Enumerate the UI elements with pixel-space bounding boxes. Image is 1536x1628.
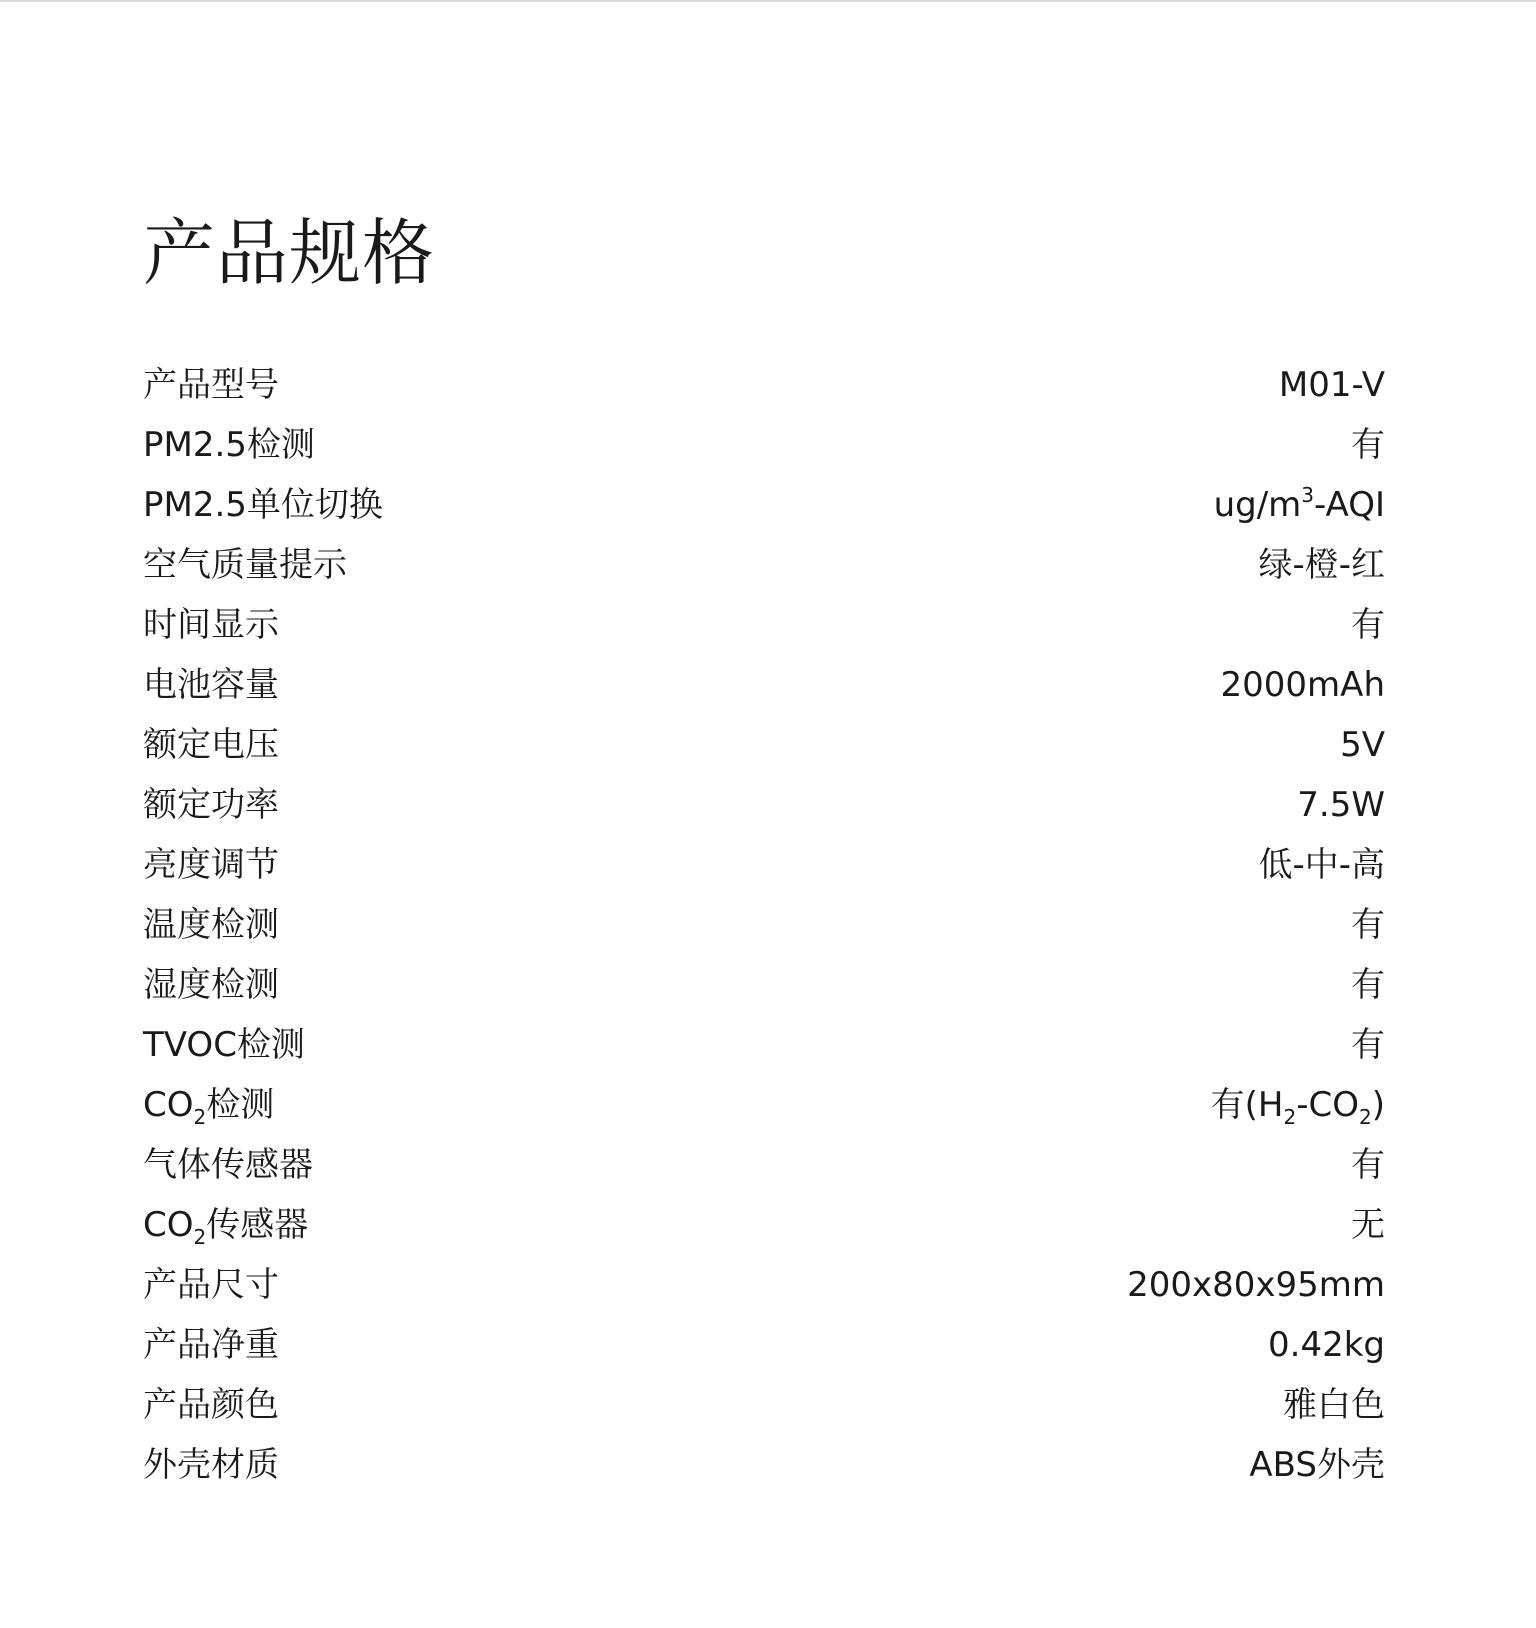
spec-value: 7.5W bbox=[1297, 785, 1385, 825]
spec-value: 0.42kg bbox=[1268, 1325, 1385, 1365]
spec-value: 低-中-高 bbox=[1258, 845, 1385, 885]
spec-label: 产品净重 bbox=[143, 1325, 279, 1365]
spec-label: PM2.5检测 bbox=[143, 425, 315, 465]
spec-label-subscript: 2 bbox=[193, 1225, 207, 1249]
spec-value: 2000mAh bbox=[1220, 665, 1385, 705]
spec-row-model bbox=[143, 355, 1385, 415]
spec-value: 有 bbox=[1351, 1145, 1385, 1185]
spec-value-superscript: 3 bbox=[1301, 483, 1315, 507]
spec-row-net-weight bbox=[143, 1315, 1385, 1375]
spec-row-rated-power bbox=[143, 775, 1385, 835]
spec-label: 额定功率 bbox=[143, 785, 279, 825]
spec-value: 有 bbox=[1351, 965, 1385, 1005]
spec-label: TVOC检测 bbox=[143, 1025, 305, 1065]
spec-label bbox=[143, 1075, 274, 1135]
spec-label: 产品型号 bbox=[143, 365, 279, 405]
spec-label: 湿度检测 bbox=[143, 965, 279, 1005]
spec-label-formula: CO bbox=[143, 1205, 194, 1245]
spec-row-co2-sensor bbox=[143, 1195, 1385, 1255]
spec-row-pm25-detection bbox=[143, 415, 1385, 475]
spec-row-temperature bbox=[143, 895, 1385, 955]
spec-value-suffix: -AQI bbox=[1314, 485, 1385, 525]
spec-row-humidity bbox=[143, 955, 1385, 1015]
spec-row-color bbox=[143, 1375, 1385, 1435]
spec-value: 5V bbox=[1340, 725, 1385, 765]
spec-value bbox=[1214, 475, 1385, 535]
spec-value-part: -CO bbox=[1296, 1085, 1359, 1125]
spec-value: 有 bbox=[1351, 1025, 1385, 1065]
spec-row-battery-capacity bbox=[143, 655, 1385, 715]
spec-value: M01-V bbox=[1278, 365, 1385, 405]
spec-label-suffix: 传感器 bbox=[206, 1205, 309, 1245]
spec-label: 产品尺寸 bbox=[143, 1265, 279, 1305]
spec-value bbox=[1211, 1075, 1385, 1135]
spec-label: 电池容量 bbox=[143, 665, 279, 705]
spec-value-subscript: 2 bbox=[1283, 1105, 1297, 1129]
spec-label: 外壳材质 bbox=[143, 1445, 279, 1485]
spec-row-air-quality-hint bbox=[143, 535, 1385, 595]
spec-label: 气体传感器 bbox=[143, 1145, 313, 1185]
spec-row-shell-material bbox=[143, 1435, 1385, 1495]
spec-row-pm25-unit-switch bbox=[143, 475, 1385, 535]
top-divider bbox=[0, 0, 1536, 2]
spec-label-formula: CO bbox=[143, 1085, 194, 1125]
spec-row-tvoc bbox=[143, 1015, 1385, 1075]
spec-value-subscript: 2 bbox=[1359, 1105, 1372, 1129]
spec-label-subscript: 2 bbox=[193, 1105, 207, 1129]
spec-table bbox=[143, 355, 1385, 1495]
spec-value: 无 bbox=[1351, 1205, 1385, 1245]
spec-value-part: 有(H bbox=[1210, 1085, 1284, 1125]
spec-label bbox=[143, 1195, 308, 1255]
page-title: 产品规格 bbox=[143, 211, 436, 295]
spec-row-co2-detection bbox=[143, 1075, 1385, 1135]
spec-label: 产品颜色 bbox=[143, 1385, 279, 1425]
spec-row-dimensions bbox=[143, 1255, 1385, 1315]
spec-row-time-display bbox=[143, 595, 1385, 655]
spec-label: 亮度调节 bbox=[143, 845, 279, 885]
spec-label: 温度检测 bbox=[143, 905, 279, 945]
spec-label: PM2.5单位切换 bbox=[143, 485, 383, 525]
spec-value: 有 bbox=[1351, 905, 1385, 945]
spec-value: 有 bbox=[1351, 425, 1385, 465]
spec-value: 雅白色 bbox=[1283, 1385, 1385, 1425]
spec-value: 绿-橙-红 bbox=[1258, 545, 1385, 585]
spec-value-unit: ug/m bbox=[1213, 485, 1302, 525]
spec-value: ABS外壳 bbox=[1249, 1445, 1385, 1485]
spec-label: 时间显示 bbox=[143, 605, 279, 645]
spec-label: 额定电压 bbox=[143, 725, 279, 765]
spec-value: 200x80x95mm bbox=[1127, 1265, 1385, 1305]
spec-row-gas-sensor bbox=[143, 1135, 1385, 1195]
spec-value-part: ) bbox=[1371, 1085, 1385, 1125]
spec-label-suffix: 检测 bbox=[206, 1085, 275, 1125]
spec-row-brightness bbox=[143, 835, 1385, 895]
spec-label: 空气质量提示 bbox=[143, 545, 347, 585]
spec-value: 有 bbox=[1351, 605, 1385, 645]
spec-row-rated-voltage bbox=[143, 715, 1385, 775]
